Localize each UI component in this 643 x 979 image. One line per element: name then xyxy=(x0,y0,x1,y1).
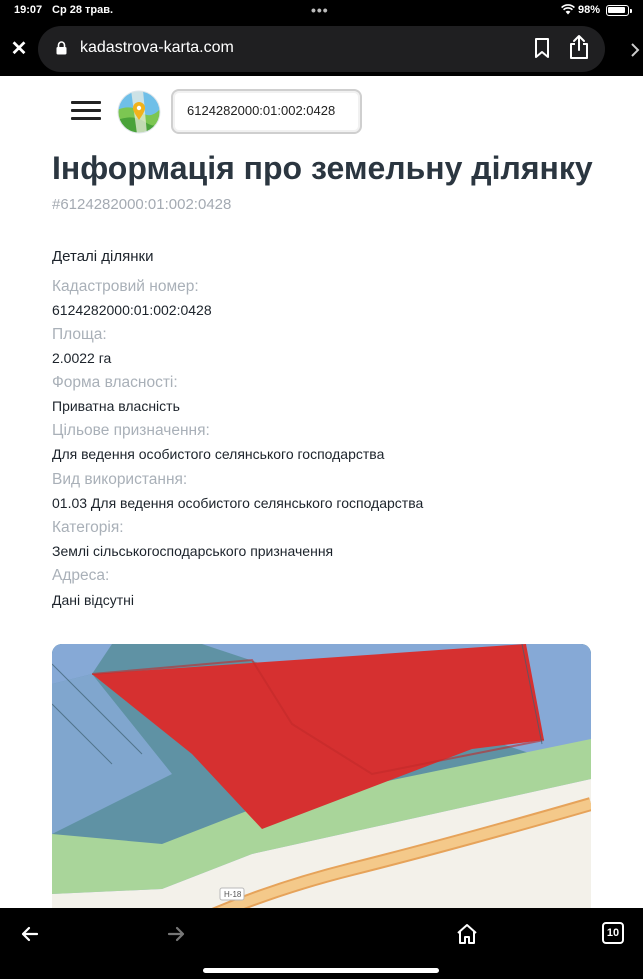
status-time: 19:07 xyxy=(14,4,43,16)
multitasking-dots-icon[interactable]: ••• xyxy=(311,2,329,18)
area-value: 2.0022 га xyxy=(52,350,112,366)
browser-bottom-toolbar xyxy=(0,908,643,979)
share-icon[interactable] xyxy=(568,34,590,60)
url-text[interactable]: kadastrova-karta.com xyxy=(80,39,234,56)
road-label: Н-18 xyxy=(224,890,242,899)
wifi-icon xyxy=(561,4,575,15)
forward-arrow-icon[interactable] xyxy=(163,922,189,946)
web-page xyxy=(0,76,643,908)
cadastral-search-field[interactable] xyxy=(171,89,362,134)
cadastral-search-input[interactable] xyxy=(187,103,352,118)
address-bar[interactable] xyxy=(38,26,605,72)
category-label: Категорія: xyxy=(52,519,124,536)
ownership-label: Форма власності: xyxy=(52,374,178,391)
address-label: Адреса: xyxy=(52,567,110,584)
address-value: Дані відсутні xyxy=(52,592,134,608)
usage-type-label: Вид використання: xyxy=(52,471,188,488)
home-indicator[interactable] xyxy=(203,968,439,973)
tabs-count-button[interactable]: 10 xyxy=(602,922,624,944)
site-logo[interactable] xyxy=(117,90,161,134)
home-icon[interactable] xyxy=(454,922,480,946)
browser-toolbar xyxy=(0,22,643,76)
area-label: Площа: xyxy=(52,326,107,343)
back-arrow-icon[interactable] xyxy=(17,922,43,946)
status-date: Ср 28 трав. xyxy=(52,4,114,16)
section-title: Деталі ділянки xyxy=(52,248,154,265)
parcel-map-svg xyxy=(52,644,591,908)
cadastral-number-value: 6124282000:01:002:0428 xyxy=(52,302,212,318)
menu-icon[interactable] xyxy=(71,101,101,121)
cadastral-number-label: Кадастровий номер: xyxy=(52,278,199,295)
usage-type-value: 01.03 Для ведення особистого селянського господарства xyxy=(52,495,424,511)
parcel-map[interactable] xyxy=(52,644,591,908)
page-title: Інформація про земельну ділянку xyxy=(52,150,593,186)
lock-icon xyxy=(56,41,67,55)
page-subtitle: #6124282000:01:002:0428 xyxy=(52,196,232,213)
battery-icon xyxy=(606,5,629,16)
battery-percent: 98% xyxy=(578,4,601,16)
ownership-value: Приватна власність xyxy=(52,398,180,414)
purpose-label: Цільове призначення: xyxy=(52,422,210,439)
purpose-value: Для ведення особистого селянського господарства xyxy=(52,446,385,462)
edge-swipe-icon xyxy=(624,42,640,58)
status-bar xyxy=(0,0,643,22)
bookmark-icon[interactable] xyxy=(532,37,552,59)
close-icon[interactable]: ✕ xyxy=(10,38,28,60)
category-value: Землі сільськогосподарського призначення xyxy=(52,543,334,559)
